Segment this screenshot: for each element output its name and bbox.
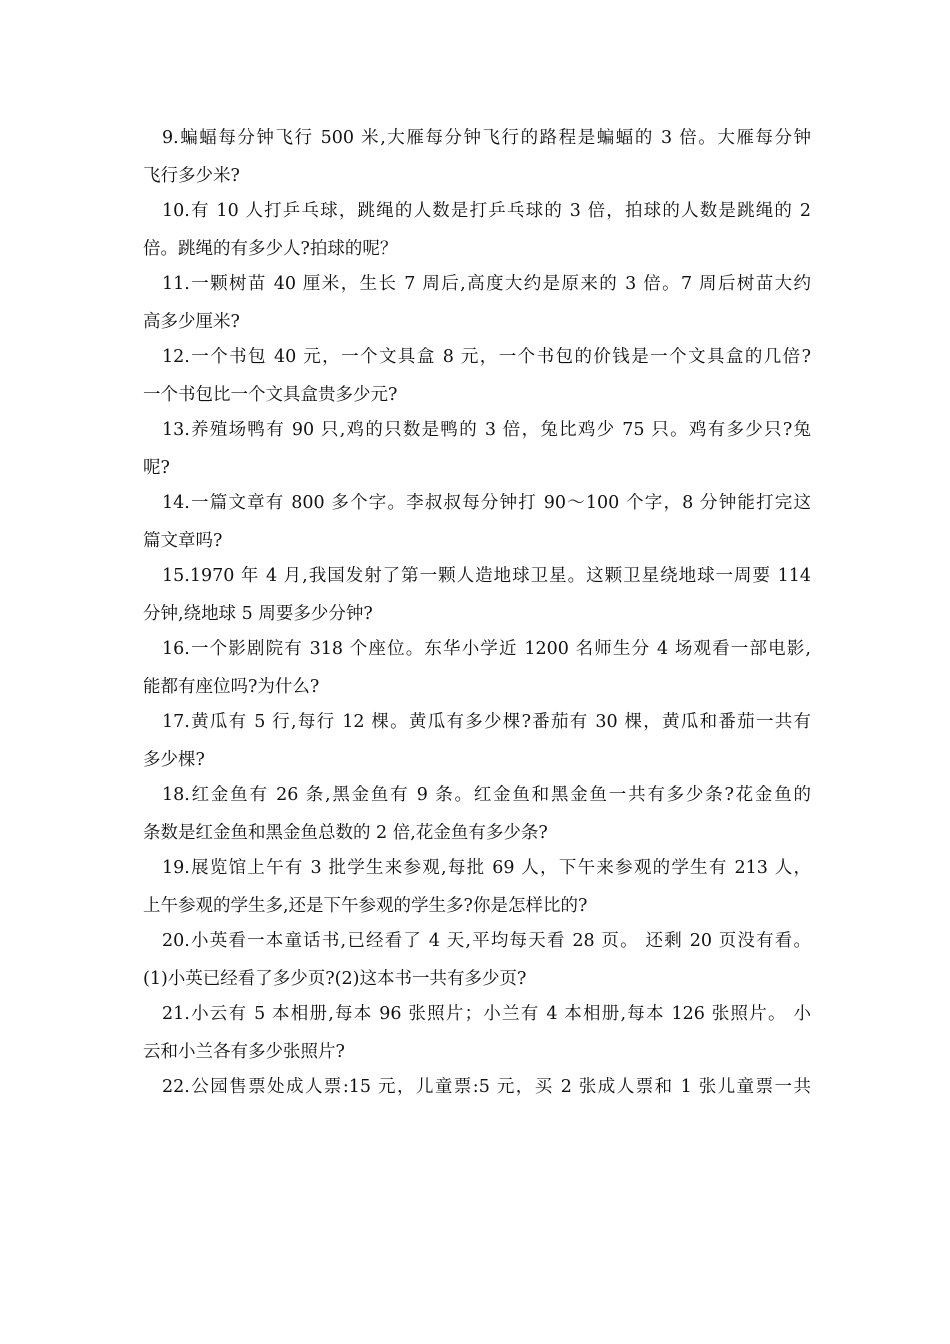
problem-line: 18.红金鱼有 26 条,黑金鱼有 9 条。红金鱼和黑金鱼一共有多少条?花金鱼的 — [162, 785, 811, 805]
problem-20 — [143, 923, 811, 998]
problem-line: 条数是红金鱼和黑金鱼总数的 2 倍,花金鱼有多少条? — [143, 822, 548, 843]
problem-line: 呢? — [143, 457, 170, 478]
problem-15 — [143, 558, 811, 633]
problem-line: 能都有座位吗?为什么? — [143, 676, 320, 697]
problem-line: 上午参观的学生多,还是下午参观的学生多?你是怎样比的? — [143, 895, 588, 916]
problem-line: 飞行多少米? — [143, 165, 240, 186]
problem-line: 10.有 10 人打乒乓球，跳绳的人数是打乒乓球的 3 倍，拍球的人数是跳绳的 2 — [162, 201, 811, 221]
problem-13 — [143, 412, 811, 487]
problem-12 — [143, 339, 811, 414]
problem-line: 15.1970 年 4 月,我国发射了第一颗人造地球卫星。这颗卫星绕地球一周要 114 — [162, 566, 811, 586]
problem-line: 12.一个书包 40 元，一个文具盒 8 元，一个书包的价钱是一个文具盒的几倍? — [162, 347, 811, 367]
problem-16 — [143, 631, 811, 706]
problem-line: 21.小云有 5 本相册,每本 96 张照片；小兰有 4 本相册,每本 126 张照片。 小 — [162, 1004, 811, 1024]
problem-17 — [143, 704, 811, 779]
problem-9 — [143, 120, 811, 195]
problem-line: (1)小英已经看了多少页?(2)这本书一共有多少页? — [143, 968, 527, 989]
problem-line: 17.黄瓜有 5 行,每行 12 棵。黄瓜有多少棵?番茄有 30 棵，黄瓜和番茄一共有 — [162, 712, 811, 732]
problem-line: 11.一颗树苗 40 厘米，生长 7 周后,高度大约是原来的 3 倍。7 周后树苗大约 — [162, 274, 811, 294]
problem-line: 一个书包比一个文具盒贵多少元? — [143, 384, 398, 405]
problem-22 — [143, 1069, 811, 1107]
problem-line: 19.展览馆上午有 3 批学生来参观,每批 69 人，下午来参观的学生有 213 人， — [162, 858, 811, 878]
problem-line: 倍。跳绳的有多少人?拍球的呢？ — [143, 238, 398, 259]
problem-line: 22.公园售票处成人票:15 元，儿童票:5 元，买 2 张成人票和 1 张儿童票一共 — [162, 1077, 811, 1097]
problem-14 — [143, 485, 811, 560]
problem-line: 16.一个影剧院有 318 个座位。东华小学近 1200 名师生分 4 场观看一部电影, — [162, 639, 811, 659]
problem-line: 分钟,绕地球 5 周要多少分钟? — [143, 603, 373, 624]
problem-line: 9.蝙蝠每分钟飞行 500 米,大雁每分钟飞行的路程是蝙蝠的 3 倍。大雁每分钟 — [162, 128, 811, 148]
problem-11 — [143, 266, 811, 341]
problem-line: 云和小兰各有多少张照片? — [143, 1041, 345, 1062]
problem-list — [143, 120, 811, 1105]
problem-19 — [143, 850, 811, 925]
problem-line: 13.养殖场鸭有 90 只,鸡的只数是鸭的 3 倍，兔比鸡少 75 只。鸡有多少只?兔 — [162, 420, 811, 440]
problem-18 — [143, 777, 811, 852]
problem-line: 多少棵? — [143, 749, 205, 770]
problem-21 — [143, 996, 811, 1071]
problem-10 — [143, 193, 811, 268]
problem-line: 20.小英看一本童话书,已经看了 4 天,平均每天看 28 页。 还剩 20 页没有看。 — [162, 931, 811, 951]
problem-line: 篇文章吗? — [143, 530, 223, 551]
problem-line: 14.一篇文章有 800 多个字。李叔叔每分钟打 90～100 个字，8 分钟能打完这 — [162, 493, 811, 513]
problem-line: 高多少厘米? — [143, 311, 240, 332]
